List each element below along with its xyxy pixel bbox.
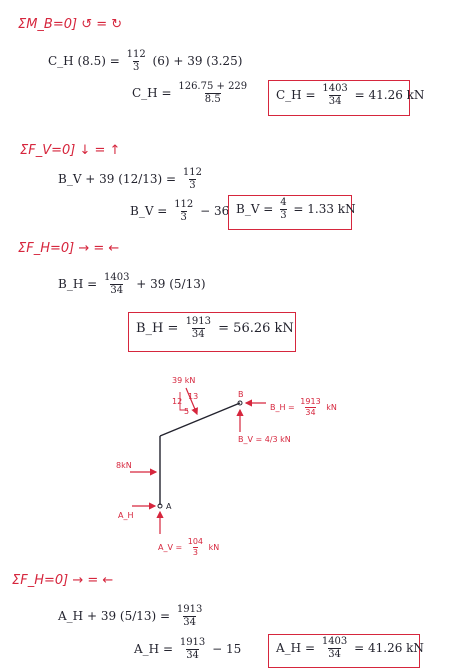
moment-equation-1: C_H (8.5) = $\frac{112}{3}$ (6) + 39 (3.25) xyxy=(48,49,243,73)
vertical-equation-2: B_V = $\frac{112}{3}$ − 36 xyxy=(130,199,230,223)
fraction: $\frac{112}{3}$ xyxy=(182,167,202,191)
fraction: $\frac{1913}{34}$ xyxy=(179,637,206,661)
result-bh: B_H = $\frac{1913}{34}$ = 56.26 kN xyxy=(136,316,294,340)
point-a-label: A xyxy=(166,502,172,511)
fraction: $\frac{1403}{34}$ xyxy=(321,636,348,660)
horizontal-equation-1: B_H = $\frac{1403}{34}$ + 39 (5/13) xyxy=(58,272,206,296)
section-horizontal-a-header: ΣF_H=0] → = ← xyxy=(12,573,114,588)
section-horizontal-header: ΣF_H=0] → = ← xyxy=(18,241,120,256)
fraction: $\frac{1913}{34}$ xyxy=(176,604,203,628)
fraction: $\frac{1913}{34}$ xyxy=(185,316,212,340)
fraction: $\frac{112}{3}$ xyxy=(126,49,146,73)
result-ah: A_H = $\frac{1403}{34}$ = 41.26 kN xyxy=(276,636,424,660)
av-label: A_V = $\frac{104}{3}$ kN xyxy=(158,537,220,557)
point-b-label: B xyxy=(238,390,244,399)
result-ch: C_H = $\frac{1403}{34}$ = 41.26 kN xyxy=(276,83,425,107)
fraction: $\frac{1403}{34}$ xyxy=(103,272,130,296)
result-bv: B_V = $\frac{4}{3}$ = 1.33 kN xyxy=(236,197,356,221)
section-moment-header: ΣM_B=0] ↺ = ↻ xyxy=(18,17,123,32)
vertical-equation-1: B_V + 39 (12/13) = $\frac{112}{3}$ xyxy=(58,167,202,191)
fraction: $\frac{4}{3}$ xyxy=(280,197,287,221)
horizontal-a-equation-2: A_H = $\frac{1913}{34}$ − 15 xyxy=(134,637,242,661)
bh-label: B_H = $\frac{1913}{34}$ kN xyxy=(270,397,337,417)
bv-label: B_V = 4/3 kN xyxy=(238,435,291,444)
frame-rafter xyxy=(160,403,240,436)
slope-12: 12 xyxy=(172,397,183,406)
fraction: $\frac{1403}{34}$ xyxy=(322,83,348,107)
moment-equation-2: C_H = $\frac{126.75 + 229}{8.5}$ xyxy=(132,81,248,105)
section-vertical-header: ΣF_V=0] ↓ = ↑ xyxy=(20,143,121,158)
side-load-label: 8kN xyxy=(116,461,132,470)
fraction: $\frac{126.75 + 229}{8.5}$ xyxy=(178,81,248,105)
fraction: $\frac{112}{3}$ xyxy=(174,199,194,223)
slope-5: 5 xyxy=(184,407,190,416)
horizontal-a-equation-1: A_H + 39 (5/13) = $\frac{1913}{34}$ xyxy=(58,604,203,628)
load-label: 39 kN xyxy=(172,376,196,385)
ah-label: A_H xyxy=(118,511,134,520)
slope-13: 13 xyxy=(188,392,199,401)
fraction: $\frac{1913}{34}$ xyxy=(300,397,321,417)
fraction: $\frac{104}{3}$ xyxy=(187,537,204,557)
